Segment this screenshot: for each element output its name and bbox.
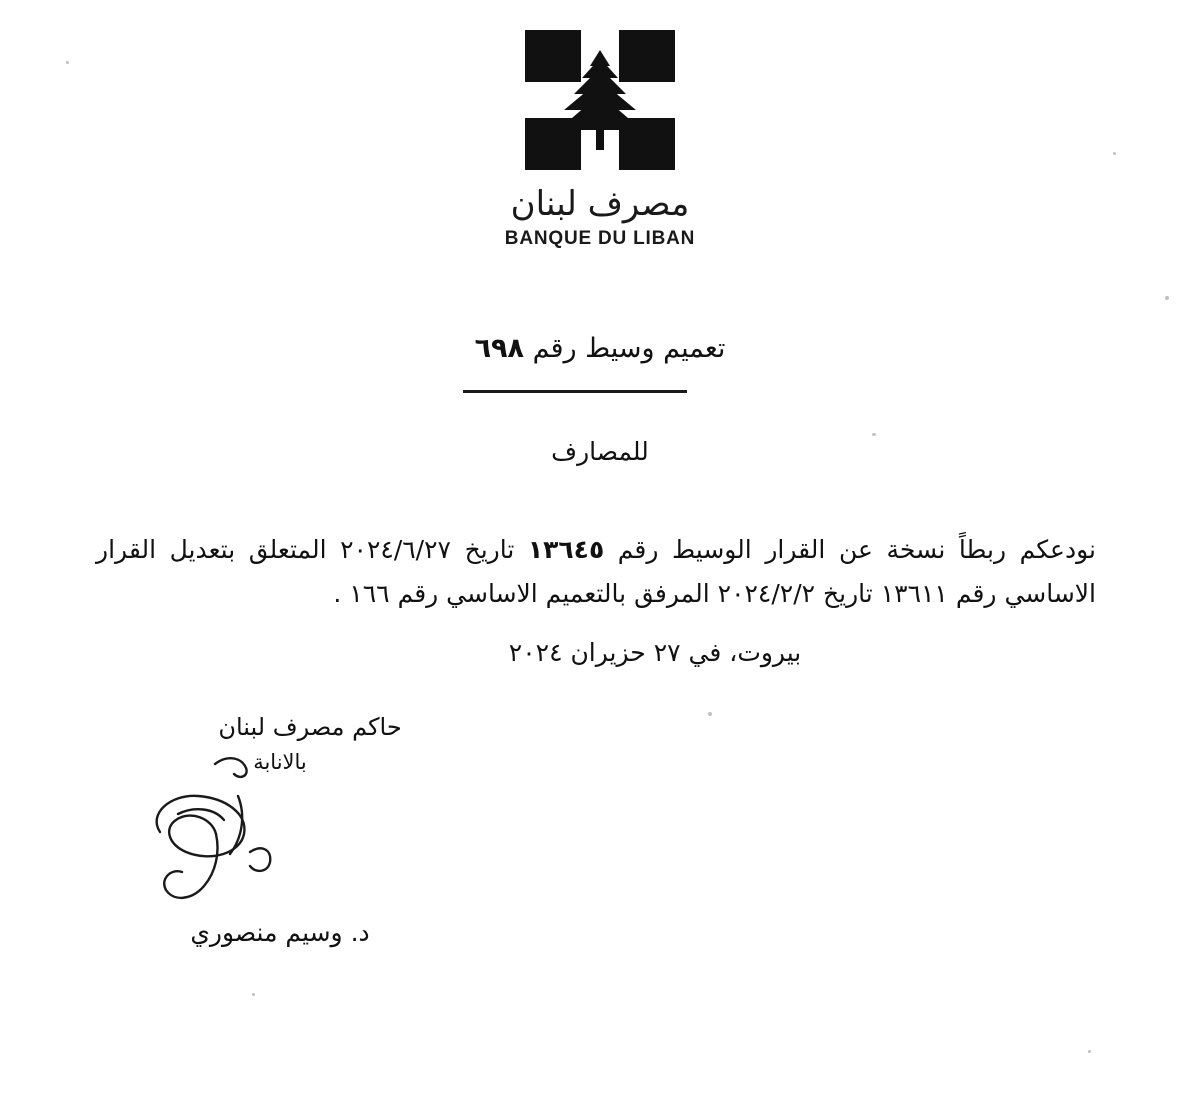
- signatory-name: د. وسيم منصوري: [190, 918, 370, 947]
- signatory-title: حاكم مصرف لبنان: [218, 713, 402, 741]
- bank-name-latin: BANQUE DU LIBAN: [504, 228, 696, 249]
- basic-decision-number: ١٣٦١١: [880, 578, 948, 608]
- place-and-date: بيروت، في ٢٧ حزيران ٢٠٢٤: [508, 638, 802, 667]
- cedar-tree-icon: [552, 46, 648, 154]
- basic-circular-number: ١٦٦: [349, 578, 390, 608]
- scan-speck: [1088, 1050, 1091, 1053]
- body-text-1b: تاريخ: [464, 535, 515, 564]
- scan-speck: [66, 61, 69, 64]
- scan-speck: [1113, 152, 1116, 155]
- scan-speck: [1165, 296, 1169, 300]
- handwritten-signature-icon: [120, 740, 340, 930]
- body-text-2b: تاريخ: [823, 578, 873, 608]
- signatory-subtitle: بالانابة: [253, 750, 307, 774]
- title-prefix: تعميم وسيط رقم: [532, 333, 726, 364]
- body-paragraph: [96, 528, 1096, 615]
- body-text-2a: رقم: [955, 578, 997, 608]
- body-text-1a: نودعكم ربطاً نسخة عن القرار الوسيط رقم: [617, 535, 1096, 564]
- addressee-line: للمصارف: [551, 437, 649, 466]
- basic-decision-date: ٢٠٢٤/٢/٢: [717, 578, 816, 608]
- title-number: ٦٩٨: [474, 333, 525, 364]
- body-text-2d: .: [333, 578, 342, 608]
- body-text-2c: المرفق بالتعميم الاساسي رقم: [397, 578, 710, 608]
- title-underline-rule: [463, 390, 687, 393]
- bank-name-arabic: مصرف لبنان: [510, 184, 690, 224]
- page-title: [0, 333, 1200, 364]
- letterhead: [0, 30, 1200, 250]
- body-text-1c: المتعلق بتعديل القرار الاساسي: [96, 535, 1096, 608]
- scan-speck: [708, 712, 712, 716]
- decision-date: ٢٠٢٤/٦/٢٧: [340, 535, 451, 564]
- decision-number: ١٣٦٤٥: [527, 535, 605, 564]
- bank-logo-icon: [525, 30, 675, 170]
- scan-speck: [872, 433, 876, 436]
- scan-speck: [252, 993, 255, 996]
